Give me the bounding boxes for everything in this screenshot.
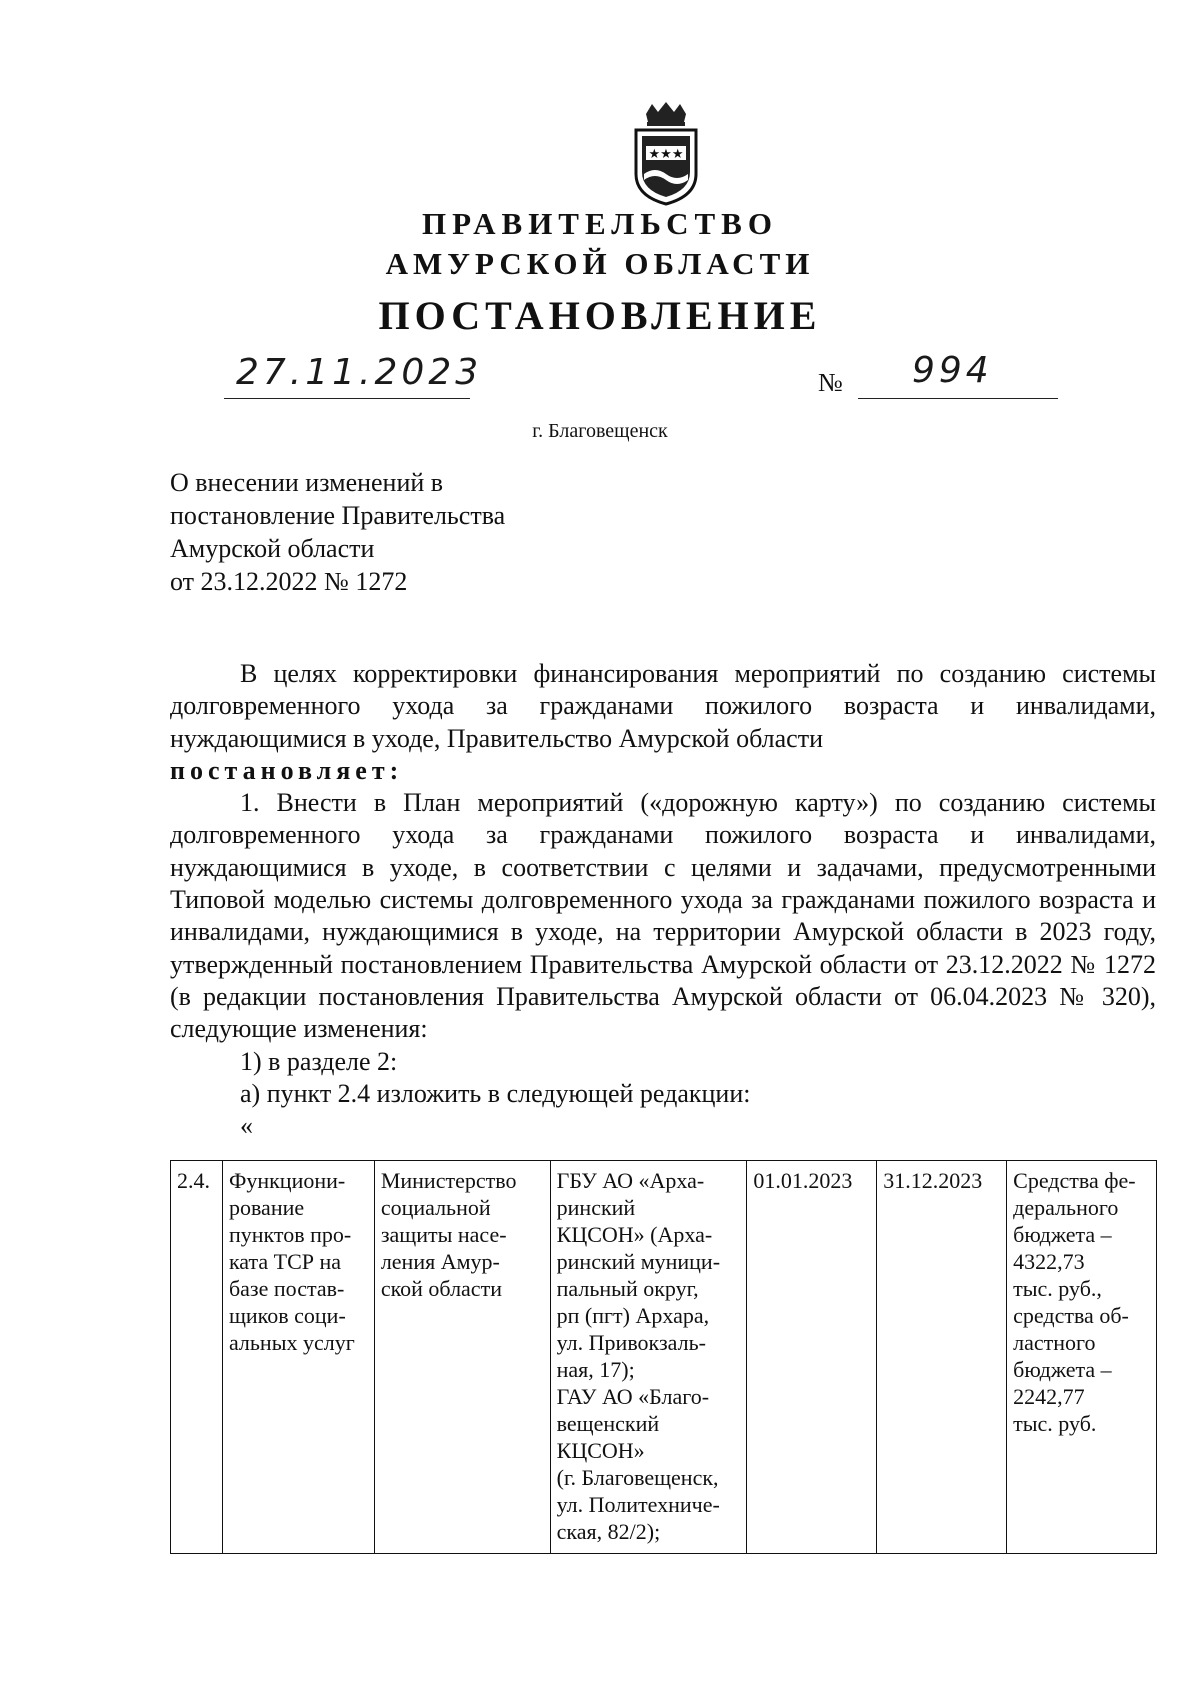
subject-line: О внесении изменений в (170, 468, 444, 497)
subject-line: от 23.12.2022 № 1272 (170, 567, 408, 596)
subitem-a: а) пункт 2.4 изложить в следующей редакции: (240, 1078, 751, 1108)
subject-block (170, 466, 505, 598)
date-underline (224, 398, 470, 399)
amur-oblast-coat-of-arms-icon (618, 100, 714, 208)
subitem-1: 1) в разделе 2: (240, 1046, 398, 1076)
header-government: ПРАВИТЕЛЬСТВО (422, 206, 778, 241)
item-1-paragraph: 1. Внести в План мероприятий («дорожную карту») по созданию системы долговременного ухода за гражданами пожилого возраста и инвалидами, нуждающимися в уходе, в соответствии с целями и задачами, предусмотренными Типовой моделью системы долговременного ухода за гражданами пожилого возраста и инвалидами, нуждающимися в уходе, на территории Амурской области в 2023 году, утвержденный постановлением Правительства Амурской области от 23.12.2022 № 1272 (в редакции постановления Правительства Амурской области от 06.04.2023 № 320), следующие изменения: (170, 788, 1156, 1044)
open-quote: « (240, 1111, 253, 1141)
intro-paragraph: В целях корректировки финансирования мероприятий по созданию системы долговременного ухода за гражданами пожилого возраста и инвалидами, нуждающимися в уходе, Правительство Амурской области (170, 659, 1156, 753)
subject-line: постановление Правительства (170, 501, 506, 530)
cell-end-date: 31.12.2023 (877, 1161, 1007, 1554)
handwritten-date: 27.11.2023 (236, 352, 483, 393)
subject-line: Амурской области (170, 534, 375, 563)
svg-text:★★★: ★★★ (648, 147, 684, 162)
cell-executors: ГБУ АО «Арха- ринский КЦСОН» (Арха- ринский муници- пальный округ, рп (пгт) Архара, ул. Привокзаль- ная, 17); ГАУ АО «Благо- вещенский КЦСОН» (г. Благовещенск, ул. Политехниче- ская, 82/2); (550, 1161, 747, 1554)
cell-activity: Функциони- рование пунктов про- ката ТСР на базе постав- щиков соци- альных услуг (222, 1161, 374, 1554)
handwritten-number: 994 (912, 350, 993, 391)
cell-start-date: 01.01.2023 (747, 1161, 877, 1554)
header-doc-type: ПОСТАНОВЛЕНИЕ (378, 293, 822, 338)
number-underline (858, 398, 1058, 399)
postanovlyaet: постановляет: (170, 755, 404, 785)
header-region: АМУРСКОЙ ОБЛАСТИ (385, 246, 815, 281)
number-sign: № (818, 368, 843, 397)
city: г. Благовещенск (532, 420, 668, 442)
cell-number: 2.4. (171, 1161, 223, 1554)
plan-table (170, 1160, 1157, 1554)
document-body (170, 658, 1156, 1142)
table-row (171, 1161, 1157, 1554)
cell-funding: Средства фе- дерального бюджета – 4322,73 тыс. руб., средства об- ластного бюджета – 2242,77 тыс. руб. (1007, 1161, 1157, 1554)
cell-responsible: Министерство социальной защиты насе- ления Амур- ской области (374, 1161, 550, 1554)
